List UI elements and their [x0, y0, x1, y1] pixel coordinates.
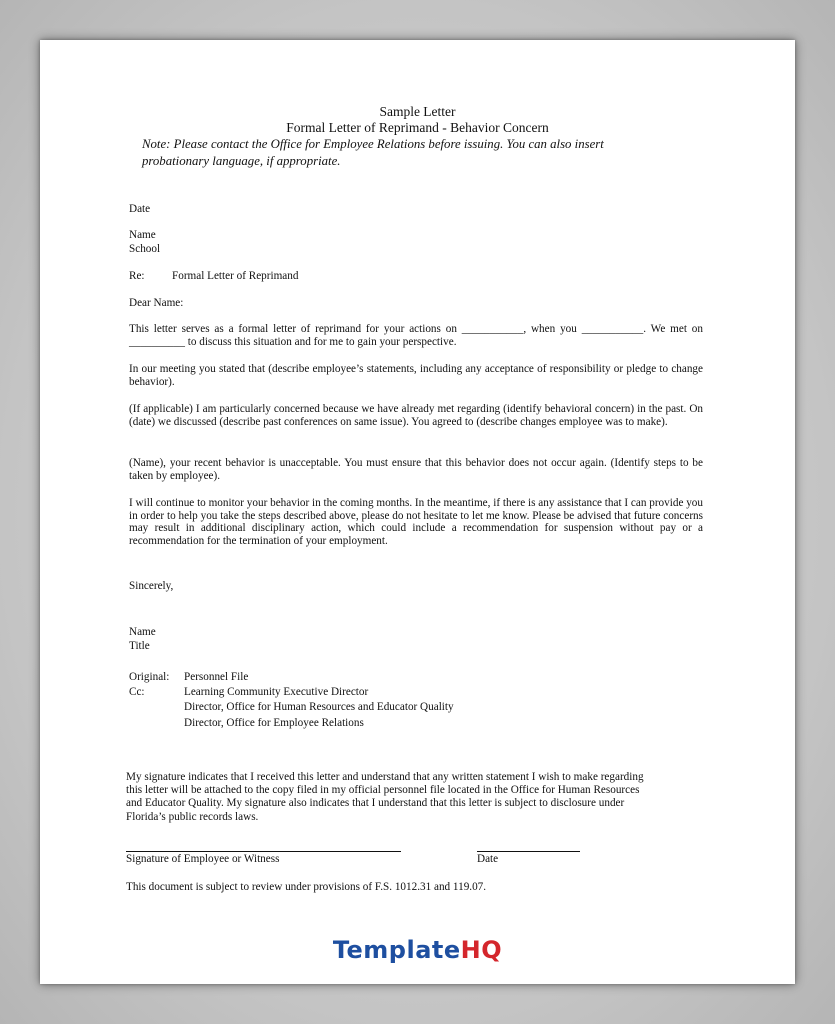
- paragraph-2: In our meeting you stated that (describe employee’s statements, including any acceptance of responsibility or pledge to change behavior).: [129, 363, 703, 388]
- paragraph-4: (Name), your recent behavior is unacceptable. You must ensure that this behavior does not occur again. (Identify steps to be taken by employee).: [129, 457, 703, 482]
- date-label: Date: [129, 203, 151, 215]
- signer-name: Name: [129, 626, 156, 638]
- salutation: Dear Name:: [129, 297, 184, 309]
- signer-title: Title: [129, 640, 150, 652]
- signature-line: [126, 851, 401, 852]
- original-label: Original:: [129, 671, 170, 683]
- cc-item: Director, Office for Human Resources and Educator Quality: [184, 701, 454, 713]
- cc-item: Director, Office for Employee Relations: [184, 717, 364, 729]
- signature-date-label: Date: [477, 853, 499, 865]
- date-line: [477, 851, 580, 852]
- closing: Sincerely,: [129, 580, 174, 592]
- logo-text-hq: HQ: [460, 936, 503, 964]
- note-line-2: probationary language, if appropriate.: [142, 154, 341, 168]
- recipient-name: Name: [129, 229, 156, 241]
- templatehq-logo: [40, 936, 795, 964]
- cc-item: Learning Community Executive Director: [184, 686, 369, 698]
- original-value: Personnel File: [184, 671, 249, 683]
- acknowledgement: My signature indicates that I received this letter and understand that any written statement I wish to make regarding this letter will be attached to the copy filed in my official personnel file located in the Office for Human Resources and Educator Quality. My signature also indicates that I understand that this letter is subject to disclosure under Florida’s public records laws.: [126, 771, 644, 823]
- footer-note: This document is subject to review under provisions of F.S. 1012.31 and 119.07.: [126, 881, 487, 893]
- recipient-school: School: [129, 243, 161, 255]
- cc-label: Cc:: [129, 686, 145, 698]
- letter-title: Sample Letter: [379, 104, 456, 119]
- note-line-1: Note: Please contact the Office for Employee Relations before issuing. You can also insert: [142, 137, 604, 151]
- re-label: Re:: [129, 270, 145, 282]
- signature-label: Signature of Employee or Witness: [126, 853, 280, 865]
- re-subject: Formal Letter of Reprimand: [172, 270, 299, 282]
- logo-text-template: Template: [332, 936, 461, 964]
- letter-page: [40, 40, 795, 984]
- paragraph-1: This letter serves as a formal letter of reprimand for your actions on ___________, when you ___________. We met on __________ to discuss this situation and for me to gain your perspective.: [129, 323, 703, 348]
- paragraph-5: I will continue to monitor your behavior in the coming months. In the meantime, if there is any assistance that I can provide you in order to help you take the steps described above, please do not hesitate to let me know. Please be advised that future concerns may result in additional disciplinary action, which could include a recommendation for suspension without pay or a recommendation for the termination of your employment.: [129, 497, 703, 547]
- letter-subtitle: Formal Letter of Reprimand - Behavior Concern: [286, 120, 549, 135]
- paragraph-3: (If applicable) I am particularly concerned because we have already met regarding (identify behavioral concern) in the past. On (date) we discussed (describe past conferences on same issue). You agreed to (describe changes employee was to make).: [129, 403, 703, 428]
